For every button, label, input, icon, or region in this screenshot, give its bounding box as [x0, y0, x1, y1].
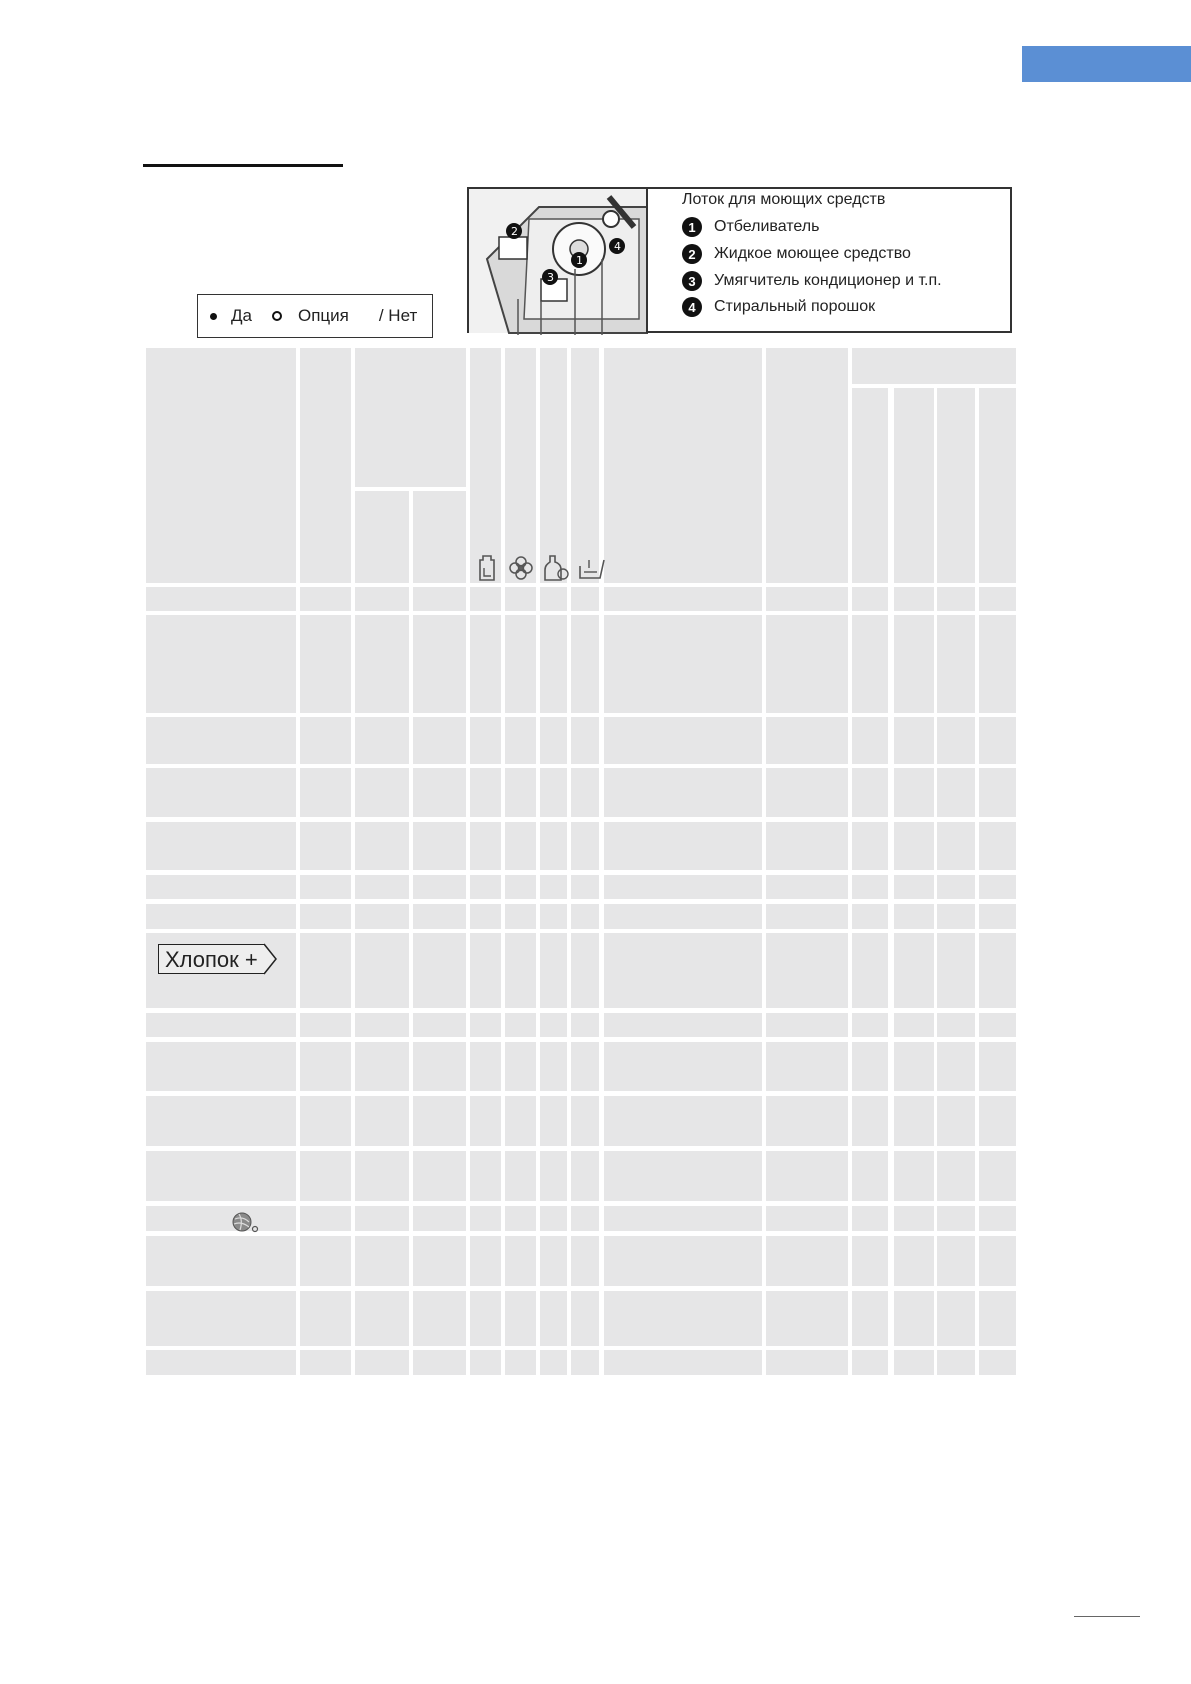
table-cell: [505, 1291, 536, 1346]
table-cell: [300, 1236, 351, 1286]
header-cell: [852, 348, 1016, 384]
table-cell: [852, 768, 888, 817]
table-cell: [852, 1042, 888, 1091]
table-cell: [571, 1013, 599, 1037]
table-cell: [355, 587, 409, 611]
table-cell: [604, 1096, 762, 1146]
table-cell: [604, 615, 762, 713]
table-cell: [894, 875, 934, 899]
table-cell: [852, 1236, 888, 1286]
table-cell: [355, 615, 409, 713]
table-cell: [852, 615, 888, 713]
table-cell: [604, 933, 762, 1008]
table-cell: [300, 1206, 351, 1231]
table-cell: [571, 933, 599, 1008]
table-cell: [146, 1042, 296, 1091]
table-cell: [937, 1151, 975, 1201]
table-cell: [470, 1291, 501, 1346]
table-cell: [604, 1206, 762, 1231]
table-cell: [470, 1013, 501, 1037]
program-label-text: Хлопок +: [158, 944, 264, 974]
legend-no-label: / Нет: [378, 306, 418, 325]
table-cell: [470, 904, 501, 929]
table-cell: [604, 717, 762, 764]
table-cell: [894, 1042, 934, 1091]
table-cell: [505, 1151, 536, 1201]
table-cell: [852, 587, 888, 611]
table-cell: [413, 904, 466, 929]
table-cell: [540, 904, 567, 929]
table-cell: [413, 875, 466, 899]
table-cell: [766, 615, 848, 713]
table-cell: [894, 768, 934, 817]
table-cell: [146, 717, 296, 764]
table-cell: [413, 615, 466, 713]
wool-ball-icon: [230, 1210, 260, 1234]
table-cell: [852, 875, 888, 899]
table-cell: [540, 587, 567, 611]
table-cell: [300, 615, 351, 713]
table-cell: [937, 1013, 975, 1037]
table-cell: [413, 1291, 466, 1346]
detergent-icons-row: [475, 554, 607, 582]
header-cell: [766, 348, 848, 583]
svg-text:3: 3: [547, 271, 554, 284]
table-cell: [852, 1206, 888, 1231]
table-cell: [355, 717, 409, 764]
table-cell: [604, 1350, 762, 1375]
table-cell: [540, 1206, 567, 1231]
table-cell: [604, 904, 762, 929]
table-cell: [505, 587, 536, 611]
tray-item-label: Жидкое моющее средство: [714, 245, 911, 262]
table-cell: [979, 1042, 1016, 1091]
chevron-right-icon: [264, 943, 278, 975]
bottle-icon: [475, 554, 501, 582]
table-cell: [146, 1206, 296, 1231]
table-cell: [604, 1042, 762, 1091]
table-cell: [505, 1350, 536, 1375]
table-cell: [894, 904, 934, 929]
table-cell: [470, 717, 501, 764]
header-cell: [413, 491, 466, 583]
flower-softener-icon: [507, 554, 535, 582]
table-cell: [505, 1236, 536, 1286]
table-cell: [505, 904, 536, 929]
table-cell: [540, 1350, 567, 1375]
table-cell: [470, 1236, 501, 1286]
table-cell: [852, 1291, 888, 1346]
table-cell: [470, 933, 501, 1008]
svg-text:4: 4: [614, 240, 621, 253]
table-cell: [979, 1291, 1016, 1346]
table-cell: [571, 1206, 599, 1231]
header-cell: [355, 348, 466, 487]
table-cell: [146, 1096, 296, 1146]
table-cell: [979, 768, 1016, 817]
bleach-bottle-icon: [541, 554, 571, 582]
tray-item-label: Умягчитель кондиционер и т.п.: [714, 272, 942, 289]
legend-yes-label: Да: [231, 306, 252, 325]
header-cell: [604, 348, 762, 583]
table-cell: [571, 875, 599, 899]
table-cell: [355, 1042, 409, 1091]
table-cell: [852, 904, 888, 929]
table-cell: [470, 875, 501, 899]
table-cell: [300, 587, 351, 611]
table-cell: [355, 1291, 409, 1346]
table-cell: [852, 822, 888, 870]
tray-item-label: Отбеливатель: [714, 218, 820, 235]
table-cell: [146, 904, 296, 929]
table-cell: [413, 1042, 466, 1091]
table-cell: [300, 875, 351, 899]
table-cell: [979, 615, 1016, 713]
table-cell: [470, 1350, 501, 1375]
header-cell: [540, 348, 567, 583]
table-cell: [937, 1042, 975, 1091]
header-cell: [894, 388, 934, 583]
table-cell: [355, 1096, 409, 1146]
table-cell: [604, 875, 762, 899]
table-cell: [894, 1013, 934, 1037]
table-cell: [571, 822, 599, 870]
table-cell: [571, 904, 599, 929]
table-cell: [979, 717, 1016, 764]
table-cell: [766, 1291, 848, 1346]
table-cell: [355, 1013, 409, 1037]
table-cell: [300, 1096, 351, 1146]
table-cell: [852, 1013, 888, 1037]
table-cell: [937, 875, 975, 899]
table-cell: [470, 822, 501, 870]
table-cell: [852, 717, 888, 764]
table-cell: [766, 1206, 848, 1231]
table-cell: [146, 1151, 296, 1201]
table-cell: [413, 933, 466, 1008]
table-cell: [540, 1236, 567, 1286]
table-cell: [937, 1206, 975, 1231]
table-cell: [979, 587, 1016, 611]
table-cell: [766, 875, 848, 899]
table-cell: [852, 1350, 888, 1375]
table-cell: [146, 768, 296, 817]
table-cell: [979, 1206, 1016, 1231]
table-cell: [470, 768, 501, 817]
table-cell: [355, 768, 409, 817]
table-cell: [604, 1013, 762, 1037]
table-cell: [470, 1042, 501, 1091]
table-cell: [604, 768, 762, 817]
table-cell: [505, 1042, 536, 1091]
table-cell: [470, 1096, 501, 1146]
table-cell: [505, 933, 536, 1008]
table-cell: [604, 1291, 762, 1346]
table-cell: [571, 587, 599, 611]
table-cell: [300, 1013, 351, 1037]
table-cell: [505, 822, 536, 870]
table-cell: [979, 1096, 1016, 1146]
table-cell: [937, 822, 975, 870]
table-cell: [604, 822, 762, 870]
table-cell: [894, 1236, 934, 1286]
table-cell: [146, 1350, 296, 1375]
table-cell: [571, 1236, 599, 1286]
table-cell: [413, 1350, 466, 1375]
table-cell: [355, 1350, 409, 1375]
table-cell: [766, 1013, 848, 1037]
table-cell: [852, 933, 888, 1008]
table-cell: [852, 1151, 888, 1201]
table-cell: [355, 933, 409, 1008]
table-cell: [413, 1206, 466, 1231]
table-cell: [146, 615, 296, 713]
table-cell: [413, 587, 466, 611]
table-cell: [505, 768, 536, 817]
table-cell: [571, 768, 599, 817]
table-cell: [766, 1151, 848, 1201]
tray-number-badge: 1: [682, 217, 702, 237]
table-cell: [571, 1151, 599, 1201]
table-cell: [355, 1236, 409, 1286]
tray-number-badge: 4: [682, 297, 702, 317]
table-cell: [937, 615, 975, 713]
table-cell: [979, 1013, 1016, 1037]
table-cell: [937, 1350, 975, 1375]
tray-title: Лоток для моющих средств: [682, 191, 886, 208]
table-cell: [413, 1013, 466, 1037]
table-cell: [146, 1236, 296, 1286]
table-cell: [355, 875, 409, 899]
table-cell: [979, 1151, 1016, 1201]
table-cell: [146, 875, 296, 899]
table-cell: [355, 1206, 409, 1231]
table-cell: [540, 933, 567, 1008]
page-number-rule: [1074, 1616, 1140, 1617]
table-cell: [540, 1291, 567, 1346]
table-cell: [937, 768, 975, 817]
table-cell: [300, 768, 351, 817]
table-cell: [604, 1236, 762, 1286]
table-cell: [505, 1096, 536, 1146]
header-cell: [937, 388, 975, 583]
table-cell: [852, 1096, 888, 1146]
table-cell: [540, 1096, 567, 1146]
table-cell: [300, 904, 351, 929]
table-cell: [540, 768, 567, 817]
table-cell: [894, 717, 934, 764]
cotton-plus-program-label: [158, 943, 278, 975]
table-cell: [413, 1236, 466, 1286]
header-cell: [852, 388, 888, 583]
table-cell: [540, 1151, 567, 1201]
table-cell: [300, 822, 351, 870]
table-cell: [604, 1151, 762, 1201]
table-cell: [571, 615, 599, 713]
header-cell: [355, 491, 409, 583]
tray-item-label: Стиральный порошок: [714, 298, 876, 315]
table-cell: [470, 1206, 501, 1231]
header-cell: [300, 348, 351, 583]
table-cell: [470, 1151, 501, 1201]
svg-text:2: 2: [511, 225, 518, 238]
table-cell: [505, 1206, 536, 1231]
table-cell: [937, 587, 975, 611]
table-cell: [505, 1013, 536, 1037]
table-cell: [766, 933, 848, 1008]
table-cell: [894, 615, 934, 713]
table-cell: [571, 1096, 599, 1146]
table-cell: [894, 587, 934, 611]
tray-number-badge: 3: [682, 271, 702, 291]
svg-text:1: 1: [576, 254, 583, 267]
header-cell: [470, 348, 501, 583]
legend-option-label: Опция: [297, 306, 349, 325]
table-cell: [766, 904, 848, 929]
table-cell: [146, 822, 296, 870]
table-cell: [937, 933, 975, 1008]
table-cell: [505, 875, 536, 899]
header-cell: [979, 388, 1016, 583]
table-cell: [571, 717, 599, 764]
table-cell: [300, 933, 351, 1008]
table-cell: [355, 822, 409, 870]
table-cell: [766, 1042, 848, 1091]
table-cell: [540, 717, 567, 764]
table-cell: [300, 1291, 351, 1346]
table-cell: [540, 1042, 567, 1091]
table-cell: [540, 875, 567, 899]
table-cell: [505, 717, 536, 764]
header-cell: [571, 348, 599, 583]
table-cell: [979, 1236, 1016, 1286]
table-cell: [571, 1291, 599, 1346]
table-cell: [894, 1151, 934, 1201]
table-cell: [894, 933, 934, 1008]
table-cell: [766, 1236, 848, 1286]
tray-number-badge: 2: [682, 244, 702, 264]
table-cell: [894, 1206, 934, 1231]
table-cell: [979, 875, 1016, 899]
table-cell: [766, 1350, 848, 1375]
table-cell: [894, 1350, 934, 1375]
table-cell: [355, 1151, 409, 1201]
table-cell: [979, 822, 1016, 870]
table-cell: [894, 822, 934, 870]
table-cell: [540, 615, 567, 713]
table-cell: [571, 1042, 599, 1091]
table-cell: [413, 822, 466, 870]
table-cell: [540, 1013, 567, 1037]
table-cell: [300, 1042, 351, 1091]
table-cell: [604, 587, 762, 611]
table-cell: [300, 1151, 351, 1201]
table-cell: [413, 1151, 466, 1201]
table-cell: [979, 933, 1016, 1008]
table-cell: [413, 768, 466, 817]
header-cell: [505, 348, 536, 583]
header-cell: [146, 348, 296, 583]
table-cell: [146, 587, 296, 611]
table-cell: [505, 615, 536, 713]
table-cell: [413, 1096, 466, 1146]
table-cell: [979, 904, 1016, 929]
table-cell: [937, 1291, 975, 1346]
table-cell: [894, 1096, 934, 1146]
table-cell: [413, 717, 466, 764]
table-cell: [937, 904, 975, 929]
table-cell: [571, 1350, 599, 1375]
table-cell: [146, 1291, 296, 1346]
table-cell: [766, 1096, 848, 1146]
table-cell: [300, 717, 351, 764]
table-cell: [146, 1013, 296, 1037]
basin-icon: [577, 554, 607, 582]
table-cell: [470, 615, 501, 713]
table-cell: [766, 768, 848, 817]
table-cell: [766, 717, 848, 764]
table-cell: [470, 587, 501, 611]
table-cell: [937, 1096, 975, 1146]
table-cell: [540, 822, 567, 870]
table-cell: [766, 587, 848, 611]
table-cell: [894, 1291, 934, 1346]
table-cell: [766, 822, 848, 870]
table-cell: [937, 1236, 975, 1286]
table-cell: [355, 904, 409, 929]
table-cell: [300, 1350, 351, 1375]
table-cell: [937, 717, 975, 764]
table-cell: [979, 1350, 1016, 1375]
